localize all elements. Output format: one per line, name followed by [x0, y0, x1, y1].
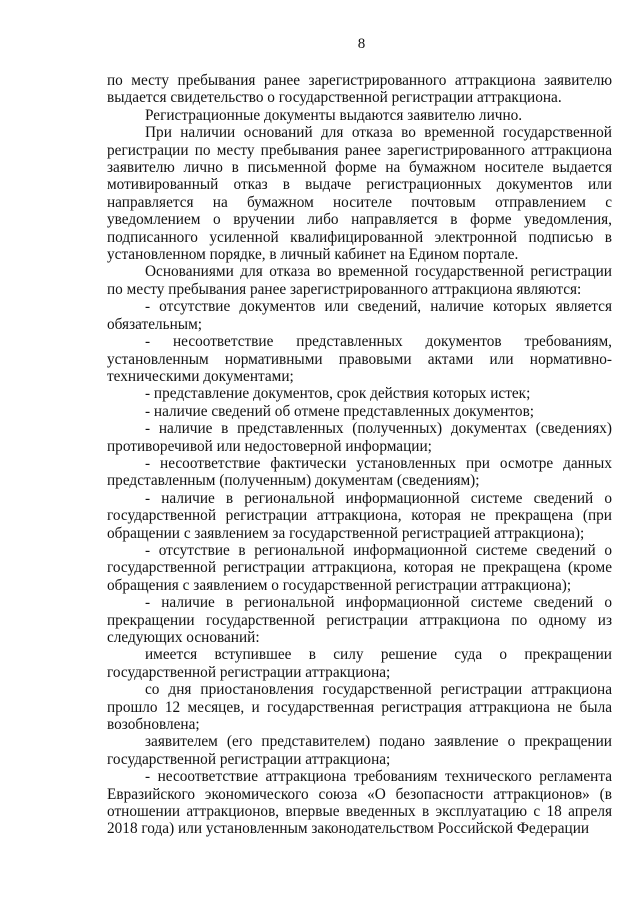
list-item-missing-documents: - отсутствие документов или сведений, наличие которых является обязательным;: [107, 298, 612, 333]
paragraph-documents-issued-personally: Регистрационные документы выдаются заявителю лично.: [145, 106, 523, 124]
paragraph-refusal-grounds-intro: Основаниями для отказа во временной государственной регистрации по месту пребывания ранее зарегистрированного аттракциона являются:: [107, 263, 612, 298]
sub-item-court-decision: имеется вступившее в силу решение суда о прекращении государственной регистрации аттракциона;: [107, 646, 612, 681]
list-item-documents-nonconformity: - несоответствие представленных документов требованиям, установленным нормативными правовыми актами или нормативно-техническими документами;: [107, 333, 612, 385]
document-page: [107, 35, 612, 838]
page-number: 8: [357, 36, 366, 52]
list-item-technical-regulation-nonconformity: - несоответствие аттракциона требованиям технического регламента Евразийского экономического союза «О безопасности аттракционов» (в отношении аттракционов, впервые введенных в эксплуатацию с 18 апреля 2018 года) или установленным законодательством Российской Федерации: [107, 768, 612, 838]
paragraph-refusal-procedure: При наличии оснований для отказа во временной государственной регистрации по месту пребывания ранее зарегистрированного аттракциона заявителю лично в письменной форме на бумажном носителе выдается мотивированный отказ в выдаче регистрационных документов или направляется на бумажном носителе почтовым отправлением с уведомлением о вручении либо направляется в форме уведомления, подписанного усиленной квалифицированной электронной подписью в установленном порядке, в личный кабинет на Едином портале.: [107, 124, 612, 264]
sub-item-suspension-12-months: со дня приостановления государственной регистрации аттракциона прошло 12 месяцев, и государственная регистрация аттракциона не была возобновлена;: [107, 681, 612, 734]
list-item-existing-registration: - наличие в региональной информационной системе сведений о государственной регистрации аттракциона, которая не прекращена (при обращении с заявлением за государственной регистрацией аттракциона);: [107, 489, 612, 542]
list-item-absent-registration: - отсутствие в региональной информационной системе сведений о государственной регистрации аттракциона, которая не прекращена (кроме обращения с заявлением о государственной регистрации аттракциона);: [107, 541, 612, 594]
list-item-contradictory-information: - наличие в представленных (полученных) документах (сведениях) противоречивой или недостоверной информации;: [107, 420, 612, 455]
paragraph-certificate-issued: по месту пребывания ранее зарегистрированного аттракциона заявителю выдается свидетельство о государственной регистрации аттракциона.: [107, 72, 612, 107]
sub-item-applicant-request: заявителем (его представителем) подано заявление о прекращении государственной регистрации аттракциона;: [107, 733, 612, 768]
list-item-expired-documents: - представление документов, срок действия которых истек;: [145, 385, 531, 403]
list-item-registration-terminated: - наличие в региональной информационной системе сведений о прекращении государственной регистрации аттракциона по одному из следующих оснований:: [107, 594, 612, 646]
list-item-inspection-mismatch: - несоответствие фактически установленных при осмотре данных представленным (полученным) документам (сведениям);: [107, 454, 612, 490]
list-item-cancelled-documents: - наличие сведений об отмене представленных документов;: [145, 402, 535, 420]
